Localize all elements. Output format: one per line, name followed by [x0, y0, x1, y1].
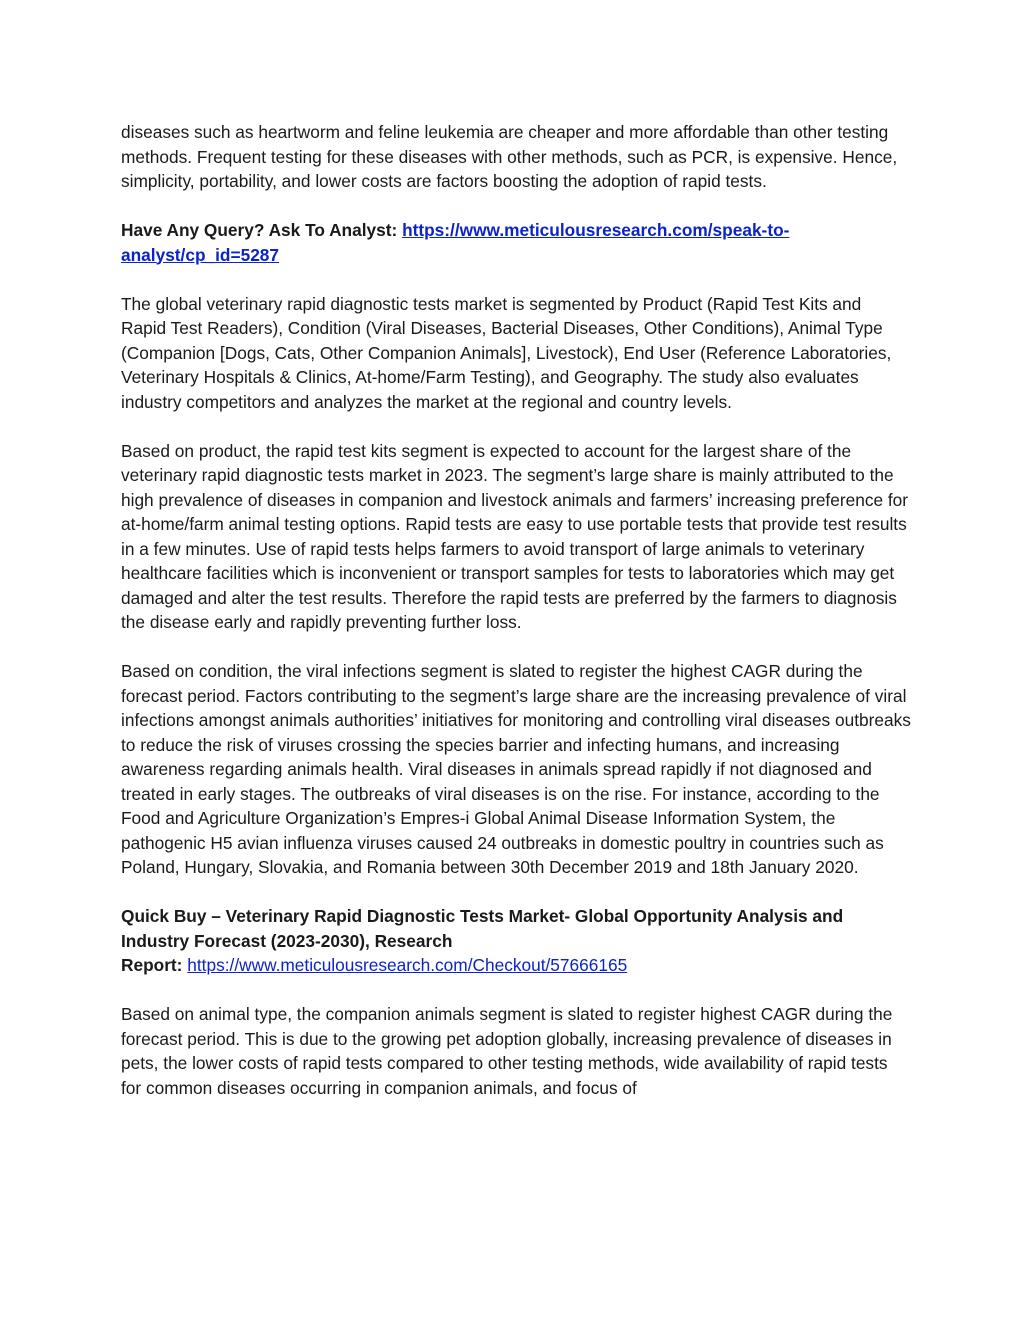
document-page [121, 120, 911, 1125]
speak-to-analyst-link[interactable]: https://www.meticulousresearch.com/speak-to-analyst/cp_id=5287 [121, 220, 790, 265]
quick-buy-report-label: Report: [121, 955, 188, 975]
paragraph-animal-type-segment: Based on animal type, the companion animals segment is slated to register highest CAGR during the forecast period. This is due to the growing pet adoption globally, increasing prevalence of diseases in pets, the lower costs of rapid tests compared to other testing methods, wide availability of rapid tests for common diseases occurring in companion animals, and focus of [121, 1004, 893, 1098]
paragraph-market-segmentation: The global veterinary rapid diagnostic tests market is segmented by Product (Rapid Test Kits and Rapid Test Readers), Condition (Viral Diseases, Bacterial Diseases, Other Conditions), Animal Type (Companion [Dogs, Cats, Other Companion Animals], Livestock), End User (Reference Laboratories, Veterinary Hospitals & Clinics, At-home/Farm Testing), and Geography. The study also evaluates industry competitors and analyzes the market at the regional and country levels. [121, 293, 892, 412]
checkout-link[interactable]: https://www.meticulousresearch.com/Checkout/57666165 [187, 955, 628, 975]
analyst-query-label: Have Any Query? Ask To Analyst: [121, 220, 403, 240]
paragraph-condition-segment: Based on condition, the viral infections segment is slated to register the highest CAGR during the forecast period. Factors contributing to the segment’s large share are the increasing prevalence of viral infections amongst animals authorities’ initiatives for monitoring and controlling viral diseases outbreaks to reduce the risk of viruses crossing the species barrier and infecting humans, and increasing awareness regarding animals health. Viral diseases in animals spread rapidly if not diagnosed and treated in early stages. The outbreaks of viral diseases is on the rise. For instance, according to the Food and Agriculture Organization’s Empres-i Global Animal Disease Information System, the pathogenic H5 avian influenza viruses caused 24 outbreaks in domestic poultry in countries such as Poland, Hungary, Slovakia, and Romania between 30th December 2019 and 18th January 2020. [121, 661, 911, 877]
quick-buy-line [121, 904, 911, 978]
analyst-query-line [121, 218, 911, 267]
paragraph-product-segment: Based on product, the rapid test kits segment is expected to account for the largest share of the veterinary rapid diagnostic tests market in 2023. The segment’s large share is mainly attributed to the high prevalence of diseases in companion and livestock animals and farmers’ increasing preference for at-home/farm animal testing options. Rapid tests are easy to use portable tests that provide test results in a few minutes. Use of rapid tests helps farmers to avoid transport of large animals to veterinary healthcare facilities which is inconvenient or transport samples for tests to laboratories which may get damaged and alter the test results. Therefore the rapid tests are preferred by the farmers to diagnosis the disease early and rapidly preventing further loss. [121, 440, 909, 632]
quick-buy-label: Quick Buy – Veterinary Rapid Diagnostic Tests Market- Global Opportunity Analysis and Industry Forecast (2023-2030), Research [121, 906, 844, 951]
paragraph-intro-rapid-tests: diseases such as heartworm and feline leukemia are cheaper and more affordable than other testing methods. Frequent testing for these diseases with other methods, such as PCR, is expensive. Hence, simplicity, portability, and lower costs are factors boosting the adoption of rapid tests. [121, 122, 898, 191]
